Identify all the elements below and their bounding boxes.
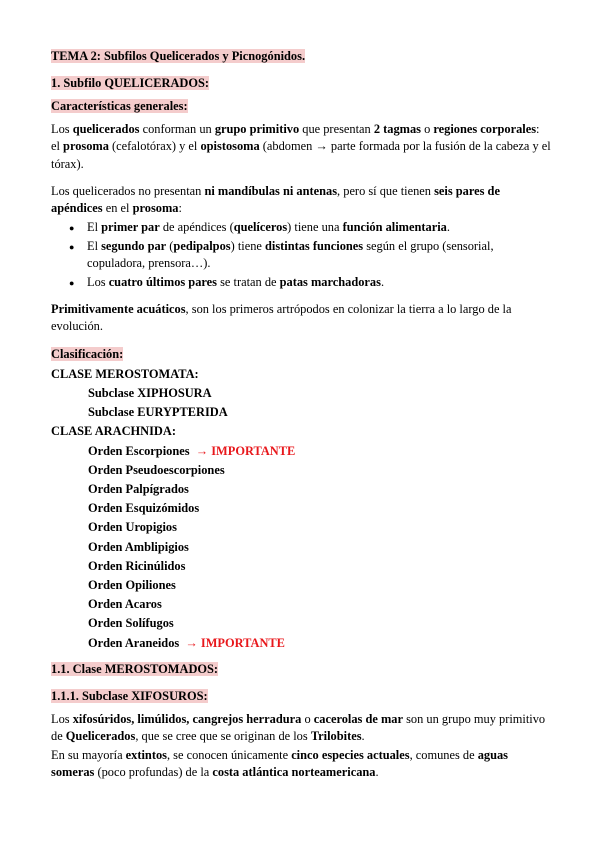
orden-item: Orden Pseudoescorpiones xyxy=(88,462,225,477)
orden-item: Orden Ricinúlidos xyxy=(88,558,186,573)
orden-item: Orden Opiliones xyxy=(88,578,176,593)
list-item: ● El segundo par (pedipalpos) tiene distintas funciones según el grupo (sensorial, copuladora, prensora…). xyxy=(87,238,551,272)
importante-label: → IMPORTANTE xyxy=(185,635,285,650)
section-heading-quelicerados: 1. Subfilo QUELICERADOS: xyxy=(51,76,210,91)
document-title: TEMA 2: Subfilos Quelicerados y Picnogónidos. xyxy=(51,49,306,63)
list-item: ● Los cuatro últimos pares se tratan de patas marchadoras. xyxy=(87,274,551,291)
paragraph-extintos: En su mayoría extintos, se conocen únicamente cinco especies actuales, comunes de aguas someras (poco profundas) de la costa atlántica norteamericana. xyxy=(51,748,509,780)
section-heading-merostomados: 1.1. Clase MEROSTOMADOS: xyxy=(51,661,219,676)
orden-araneidos: Orden Araneidos → IMPORTANTE xyxy=(88,635,285,650)
bullet-list-apendices xyxy=(51,219,551,291)
orden-item: Orden Palpígrados xyxy=(88,481,189,496)
orden-item: Orden Amblipigios xyxy=(88,539,189,554)
clase-arachnida: CLASE ARACHNIDA: xyxy=(51,424,176,439)
subclase-eurypterida: Subclase EURYPTERIDA xyxy=(88,405,228,420)
orden-item: Orden Acaros xyxy=(88,597,162,612)
orden-item: Orden Solífugos xyxy=(88,616,174,631)
paragraph-apendices: Los quelicerados no presentan ni mandíbulas ni antenas, pero sí que tienen seis pares de apéndices en el prosoma: xyxy=(51,183,500,215)
orden-item: Orden Esquizómidos xyxy=(88,501,200,516)
subheading-caracteristicas: Características generales: xyxy=(51,99,188,114)
document-page xyxy=(51,48,551,792)
clase-merostomata: CLASE MEROSTOMATA: xyxy=(51,366,199,381)
subclase-xiphosura: Subclase XIPHOSURA xyxy=(88,385,212,400)
paragraph-intro: Los quelicerados conforman un grupo primitivo que presentan 2 tagmas o regiones corporales: el prosoma (cefalotórax) y el opistosoma (abdomen → parte formada por la fusión de la cabeza y el tórax). xyxy=(51,122,551,171)
subheading-clasificacion: Clasificación: xyxy=(51,346,124,361)
paragraph-xifosuridos: Los xifosúridos, limúlidos, cangrejos herradura o cacerolas de mar son un grupo muy primitivo de Quelicerados, que se cree que se originan de los Trilobites. xyxy=(51,712,546,744)
classification-list xyxy=(51,365,551,653)
orden-escorpiones: Orden Escorpiones → IMPORTANTE xyxy=(88,443,296,458)
importante-label: → IMPORTANTE xyxy=(195,443,296,458)
list-item: ● El primer par de apéndices (quelíceros) tiene una función alimentaria. xyxy=(87,219,551,236)
paragraph-acuaticos: Primitivamente acuáticos, son los primeros artrópodos en colonizar la tierra a lo largo de la evolución. xyxy=(51,302,512,334)
subheading-xifosuros: 1.1.1. Subclase XIFOSUROS: xyxy=(51,689,208,704)
orden-item: Orden Uropigios xyxy=(88,520,177,535)
